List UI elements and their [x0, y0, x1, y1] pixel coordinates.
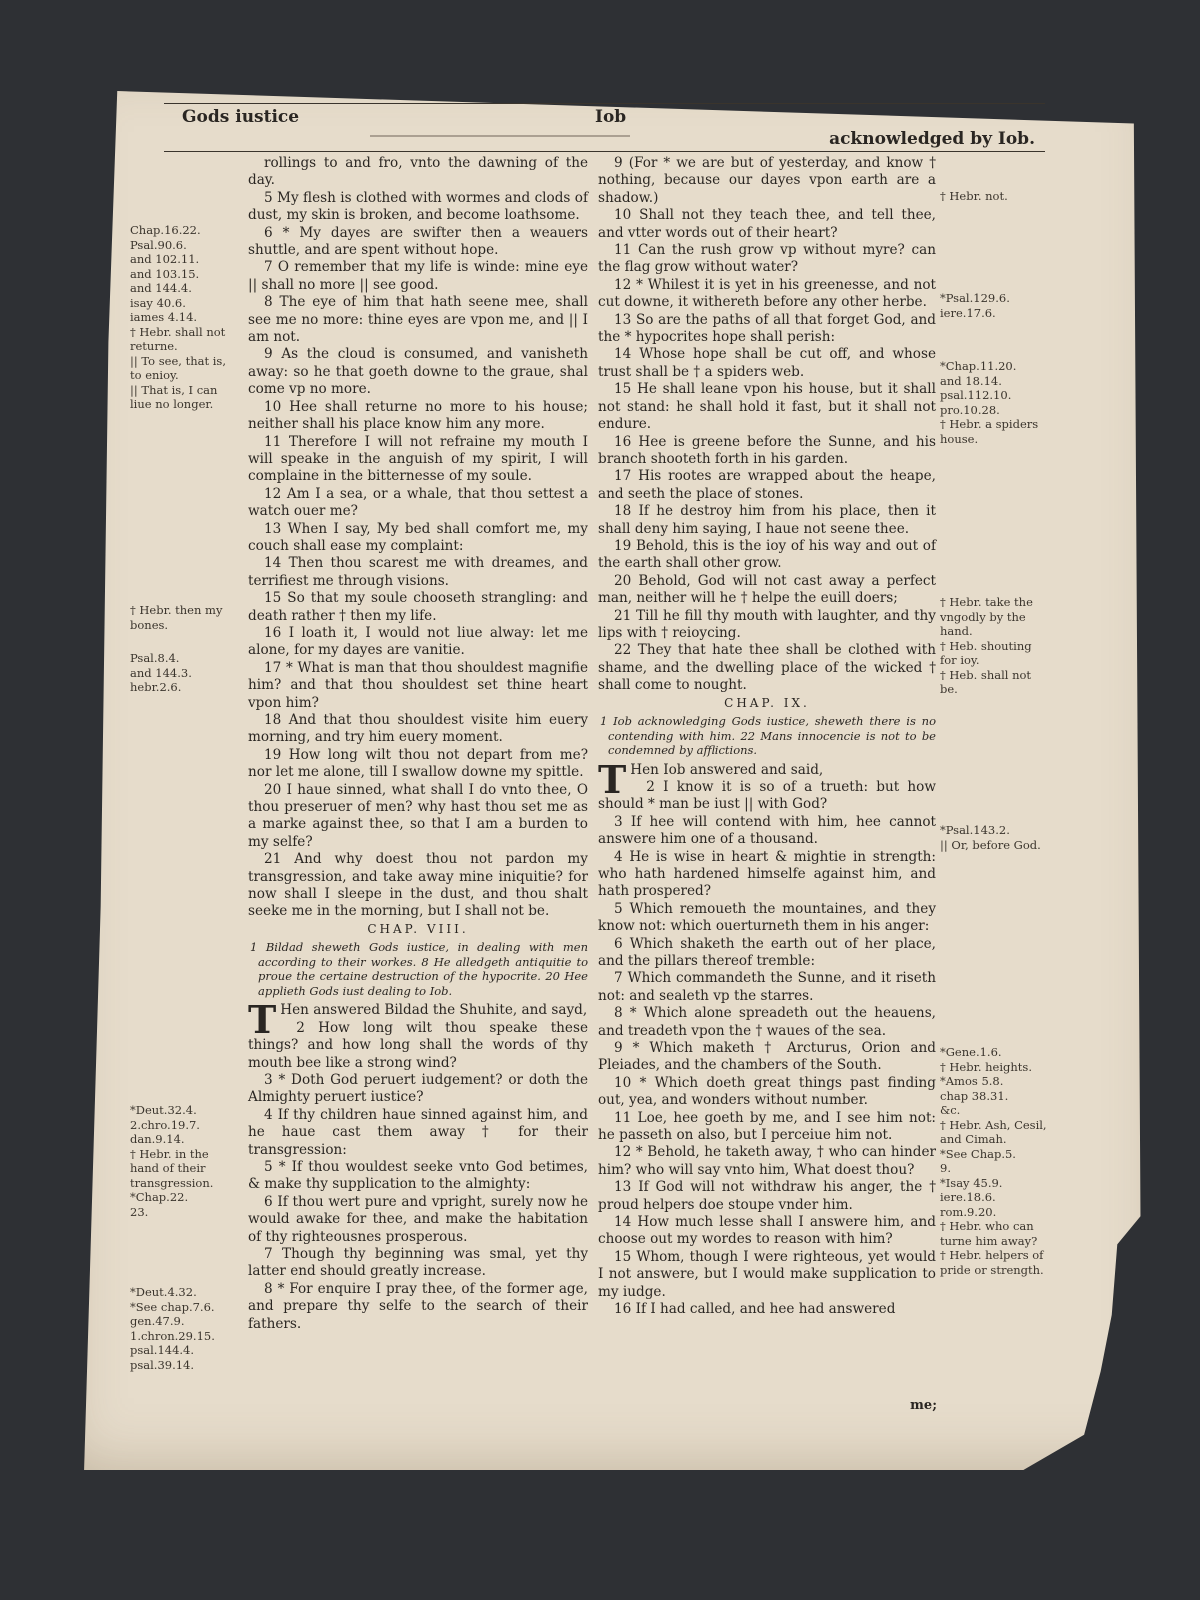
verse: 7 Though thy beginning was smal, yet thy latter end should greatly increase. [248, 1245, 588, 1280]
verse: 10 Hee shall returne no more to his house; neither shall his place know him any more. [248, 398, 588, 433]
verse: 9 * Which maketh † Arcturus, Orion and Pleiades, and the chambers of the South. [598, 1040, 936, 1074]
verse: 15 So that my soule chooseth strangling: and death rather † then my life. [248, 590, 588, 624]
verse: 9 As the cloud is consumed, and vanisheth away: so he that goeth downe to the graue, shal come vp no more. [248, 346, 588, 398]
header-rule-top [164, 103, 1045, 104]
verse: 11 Therefore I will not refraine my mouth I will speake in the anguish of my spirit, I will complaine in the bitternesse of my soule. [248, 433, 588, 485]
verse: 2 How long wilt thou speake these things? and how long shall the words of thy mouth bee like a strong wind? [248, 1019, 588, 1071]
margin-note-text: Psal.8.4. and 144.3. hebr.2.6. [130, 651, 192, 694]
verse: 14 Whose hope shall be cut off, and whose trust shall be † a spiders web. [598, 346, 936, 380]
verse: 5 My flesh is clothed with wormes and clods of dust, my skin is broken, and become loathsome. [248, 189, 588, 224]
book-page [130, 95, 1055, 1435]
margin-note [940, 291, 1050, 320]
chapter-summary: 1 Bildad sheweth Gods iustice, in dealing with men according to their workes. 8 He alledgeth antiquitie to proue the certaine destruction of the hypocrite. 20 Hee applieth Gods iust dealing to Iob. [250, 940, 588, 998]
verse: 3 If hee will contend with him, hee cannot answere him one of a thousand. [598, 813, 936, 848]
verse: 18 And that thou shouldest visite him euery morning, and try him euery moment. [248, 712, 588, 746]
verse: 16 If I had called, and hee had answered [614, 1301, 896, 1318]
verse: 21 Till he fill thy mouth with laughter, and thy lips with † reioycing. [598, 607, 936, 641]
text-column-left [248, 155, 588, 1333]
text-column-right [598, 155, 936, 1319]
verse: 11 Loe, hee goeth by me, and I see him not: he passeth on also, but I perceiue him not. [598, 1109, 936, 1144]
verse: 6 * My dayes are swifter then a weauers shuttle, and are spent without hope. [248, 224, 588, 259]
verse: 4 He is wise in heart & mightie in strength: who hath hardened himselfe against him, and hath prospered? [598, 848, 936, 900]
margin-note [940, 823, 1050, 852]
verse: 22 They that hate thee shall be clothed with shame, and the dwelling place of the wicked † shall come to nought. [598, 642, 936, 694]
verse: 9 (For * we are but of yesterday, and know † nothing, because our dayes vpon earth are a shadow.) [598, 155, 936, 206]
verse: 20 I haue sinned, what shall I do vnto thee, O thou preseruer of men? why hast thou set me as a marke against thee, so that I am a burden to my selfe? [248, 781, 588, 850]
verse: 12 * Whilest it is yet in his greenesse, and not cut downe, it withereth before any other herbe. [598, 276, 936, 311]
verse: 17 * What is man that thou shouldest magnifie him? and that thou shouldest set thine heart vpon him? [248, 659, 588, 711]
verse: 10 * Which doeth great things past finding out, yea, and wonders without number. [598, 1074, 936, 1109]
verse: 16 Hee is greene before the Sunne, and his branch shooteth forth in his garden. [598, 433, 936, 467]
drop-cap: T [248, 997, 277, 1043]
chapter-opening [248, 997, 588, 1043]
margin-note [130, 1285, 240, 1372]
verse: 8 The eye of him that hath seene mee, shall see me no more: thine eyes are vpon me, and || I am not. [248, 294, 588, 346]
margin-note [940, 1045, 1050, 1277]
verse: 4 If thy children haue sinned against him, and he haue cast them away † for their transgression: [248, 1106, 588, 1158]
verse: 21 And why doest thou not pardon my transgression, and take away mine iniquitie? for now shall I sleepe in the dust, and thou shalt seeke me in the morning, but I shall not be. [248, 851, 588, 920]
margin-note-text: Chap.16.22. Psal.90.6. and 102.11. and 103.15. and 144.4. isay 40.6. iames 4.14. † Hebr. shall not returne. || To see, that is, to enioy. || That is, I can liue no longer. [130, 223, 226, 411]
verse: 13 When I say, My bed shall comfort me, my couch shall ease my complaint: [248, 520, 588, 554]
verse: 13 If God will not withdraw his anger, the † proud helpers doe stoupe vnder him. [598, 1179, 936, 1213]
header-rule-bottom [164, 151, 1045, 152]
verse: 7 Which commandeth the Sunne, and it riseth not: and sealeth vp the starres. [598, 970, 936, 1004]
verse: 11 Can the rush grow vp without myre? can the flag grow without water? [598, 242, 936, 276]
handwritten-scribble [370, 107, 630, 137]
verse: 6 Which shaketh the earth out of her place, and the pillars thereof tremble: [598, 935, 936, 969]
verse: 7 O remember that my life is winde: mine eye || shall no more || see good. [248, 259, 588, 293]
margin-note-text: † Hebr. not. [940, 189, 1008, 203]
verse: 8 * Which alone spreadeth out the heauens, and treadeth vpon the † waues of the sea. [598, 1005, 936, 1039]
chapter-heading: CHAP. VIII. [367, 921, 469, 936]
margin-note [130, 603, 240, 632]
verse: 20 Behold, God will not cast away a perfect man, neither will he † helpe the euill doers; [598, 572, 936, 607]
verse: 14 Then thou scarest me with dreames, and terrifiest me through visions. [248, 555, 588, 589]
verse: 18 If he destroy him from his place, then it shall deny him saying, I haue not seene thee. [598, 503, 936, 537]
verse: 3 * Doth God peruert iudgement? or doth the Almighty peruert iustice? [248, 1071, 588, 1106]
verse: 13 So are the paths of all that forget God, and the * hypocrites hope shall perish: [598, 311, 936, 346]
verse: 17 His rootes are wrapped about the heape, and seeth the place of stones. [598, 468, 936, 502]
verse: 5 * If thou wouldest seeke vnto God betimes, & make thy supplication to the almighty: [248, 1158, 588, 1193]
margin-note-text: *Gene.1.6. † Hebr. heights. *Amos 5.8. chap 38.31. &c. † Hebr. Ash, Cesil, and Cimah. *See Chap.5. 9. *Isay 45.9. iere.18.6. rom.9.20. † Hebr. who can turne him away? † Hebr. helpers of pride or strength. [940, 1045, 1047, 1277]
margin-note-text: *Deut.4.32. *See chap.7.6. gen.47.9. 1.chron.29.15. psal.144.4. psal.39.14. [130, 1285, 215, 1372]
verse: 10 Shall not they teach thee, and tell thee, and vtter words out of their heart? [598, 207, 936, 241]
margin-note [940, 359, 1050, 446]
verse: 15 He shall leane vpon his house, but it shall not stand: he shall hold it fast, but it shall not endure. [598, 381, 936, 433]
margin-note-text: *Psal.143.2. || Or, before God. [940, 823, 1041, 852]
margin-note-text: † Hebr. then my bones. [130, 603, 223, 632]
margin-note [130, 1103, 240, 1219]
margin-note [130, 651, 240, 695]
drop-cap: T [598, 756, 627, 802]
opening-text: Hen Iob answered and said, [630, 761, 824, 778]
verse: 14 How much lesse shall I answere him, and choose out my wordes to reason with him? [598, 1214, 936, 1248]
verse: rollings to and fro, vnto the dawning of the day. [248, 155, 588, 189]
verse: 19 Behold, this is the ioy of his way and out of the earth shall other grow. [598, 537, 936, 572]
running-head-right: acknowledged by Iob. [829, 129, 1035, 149]
catchword: me; [910, 1398, 937, 1413]
margin-note [940, 595, 1050, 697]
margin-note-text: *Chap.11.20. and 18.14. psal.112.10. pro.10.28. † Hebr. a spiders house. [940, 359, 1039, 446]
margin-note-text: *Psal.129.6. iere.17.6. [940, 291, 1010, 320]
verse: 2 I know it is so of a trueth: but how should * man be iust || with God? [598, 778, 936, 813]
verse: 6 If thou wert pure and vpright, surely now he would awake for thee, and make the habitation of thy righteousnes prosperous. [248, 1193, 588, 1245]
running-head-center: Iob [595, 107, 627, 127]
chapter-heading: CHAP. IX. [724, 695, 810, 710]
opening-text: Hen answered Bildad the Shuhite, and sayd, [280, 1002, 588, 1019]
margin-note [130, 223, 240, 412]
verse: 5 Which remoueth the mountaines, and they know not: which ouerturneth them in his anger: [598, 900, 936, 935]
running-head-left: Gods iustice [182, 107, 300, 127]
margin-note [940, 189, 1050, 204]
margin-note-text: † Hebr. take the vngodly by the hand. † Heb. shouting for ioy. † Heb. shall not be. [940, 595, 1033, 696]
verse: 15 Whom, though I were righteous, yet would I not answere, but I would make supplication to my iudge. [598, 1248, 936, 1300]
margin-note-text: *Deut.32.4. 2.chro.19.7. dan.9.14. † Hebr. in the hand of their transgression. *Chap.22. 23. [130, 1103, 214, 1219]
verse: 12 Am I a sea, or a whale, that thou settest a watch ouer me? [248, 485, 588, 520]
chapter-summary: 1 Iob acknowledging Gods iustice, sheweth there is no contending with him. 22 Mans innocencie is not to be condemned by afflictions. [600, 714, 936, 757]
verse: 16 I loath it, I would not liue alway: let me alone, for my dayes are vanitie. [248, 624, 588, 659]
verse: 8 * For enquire I pray thee, of the former age, and prepare thy selfe to the search of their fathers. [248, 1280, 588, 1332]
verse: 12 * Behold, he taketh away, † who can hinder him? who will say vnto him, What doest thou? [598, 1144, 936, 1178]
verse: 19 How long wilt thou not depart from me? nor let me alone, till I swallow downe my spittle. [248, 746, 588, 781]
